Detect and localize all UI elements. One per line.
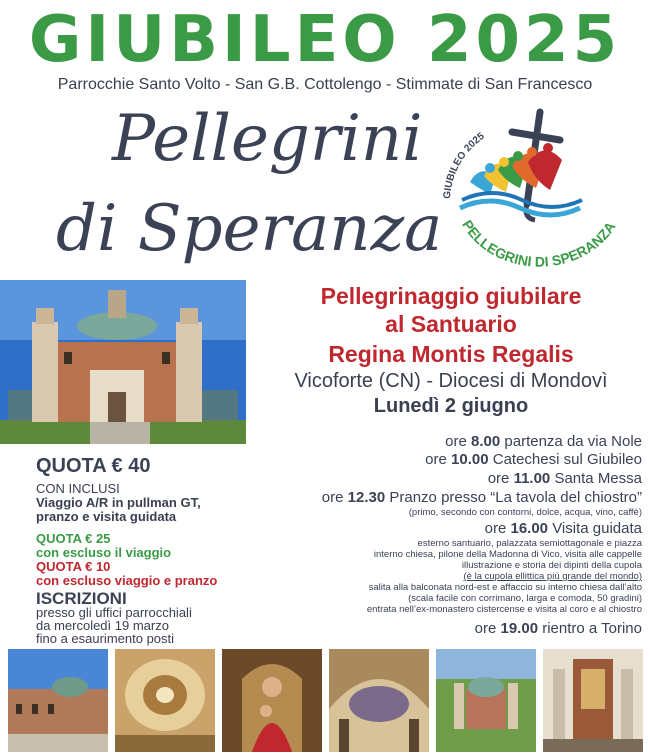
schedule-item-4: ore 12.30 Pranzo presso “La tavola del chiostro” [321,489,642,506]
signup-title: ISCRIZIONI [36,589,127,608]
jubilee-title: GIUBILEO 2025 [28,3,622,77]
price-includes-label: CON INCLUSI [36,481,120,496]
event-title-line2: al Santuario [385,311,517,337]
event-date: Lunedì 2 giugno [373,395,529,417]
schedule-item-5-note2: interno chiesa, pilone della Madonna di Vico, visita alle cappelle [373,549,642,560]
signup-line2: da mercoledì 19 marzo [36,618,169,633]
price-includes-line2: pranzo e visita guidata [36,509,177,524]
pilgrims-figures-icon [460,143,582,215]
photo-altar [543,649,643,752]
script-title-line2: di Speranza [56,192,443,266]
schedule-item-3: ore 11.00 Santa Messa [487,470,642,487]
schedule-item-5-note4: (è la cupola ellittica più grande del mondo) [463,571,642,582]
schedule-item-5-note1: esterno santuario, palazzata semiottagonale e piazza [417,538,642,549]
signup-line3: fino a esaurimento posti [36,631,175,646]
schedule-item-5-note5: salita alla balconata nord-est e affaccio su interno chiesa dall’alto [368,582,642,593]
schedule-item-5: ore 16.00 Visita guidata [484,520,642,537]
schedule-item-5-note6: (scala facile con corrimano, larga e comoda, 50 gradini) [408,593,642,604]
event-place: Vicoforte (CN) - Diocesi di Mondovì [294,370,608,392]
logo-top-text: GIUBILEO 2025 [441,130,487,200]
svg-text:GIUBILEO 2025 [442,131,487,200]
price-main: QUOTA € 40 [36,455,151,477]
price-25-desc: con escluso il viaggio [36,545,172,560]
photo-palazzata [8,649,108,752]
script-title-line1: Pellegrini [112,102,423,176]
logo-bottom-text: PELLEGRINI DI SPERANZA [459,217,619,270]
photo-madonna-fresco [222,649,322,752]
schedule-item-2: ore 10.00 Catechesi sul Giubileo [425,451,642,468]
photo-cupola-paintings [329,649,429,752]
price-10-desc: con escluso viaggio e pranzo [36,573,218,588]
price-includes-line1: Viaggio A/R in pullman GT, [36,495,201,510]
jubilee-logo [432,104,632,274]
sanctuary-photo [0,280,246,444]
schedule-item-6: ore 19.00 rientro a Torino [474,620,642,637]
parishes-line: Parrocchie Santo Volto - San G.B. Cottolengo - Stimmate di San Francesco [57,76,593,93]
photo-aerial-sanctuary [436,649,536,752]
price-25: QUOTA € 25 [36,531,111,546]
schedule-item-5-note7: entrata nell’ex-monastero cistercense e visita al coro e al chiostro [366,604,642,615]
price-10: QUOTA € 10 [36,559,111,574]
svg-text:PELLEGRINI DI SPERANZA [459,217,618,270]
schedule-item-1: ore 8.00 partenza da via Nole [445,433,642,450]
event-title-line3: Regina Montis Regalis [328,341,574,367]
schedule-item-4-note: (primo, secondo con contorni, dolce, acqua, vino, caffè) [408,507,642,518]
photo-dome-interior [115,649,215,752]
signup-line1: presso gli uffici parrocchiali [36,605,192,620]
schedule-item-5-note3: illustrazione e storia dei dipinti della cupola [461,560,642,571]
event-title-line1: Pellegrinaggio giubilare [320,283,582,309]
